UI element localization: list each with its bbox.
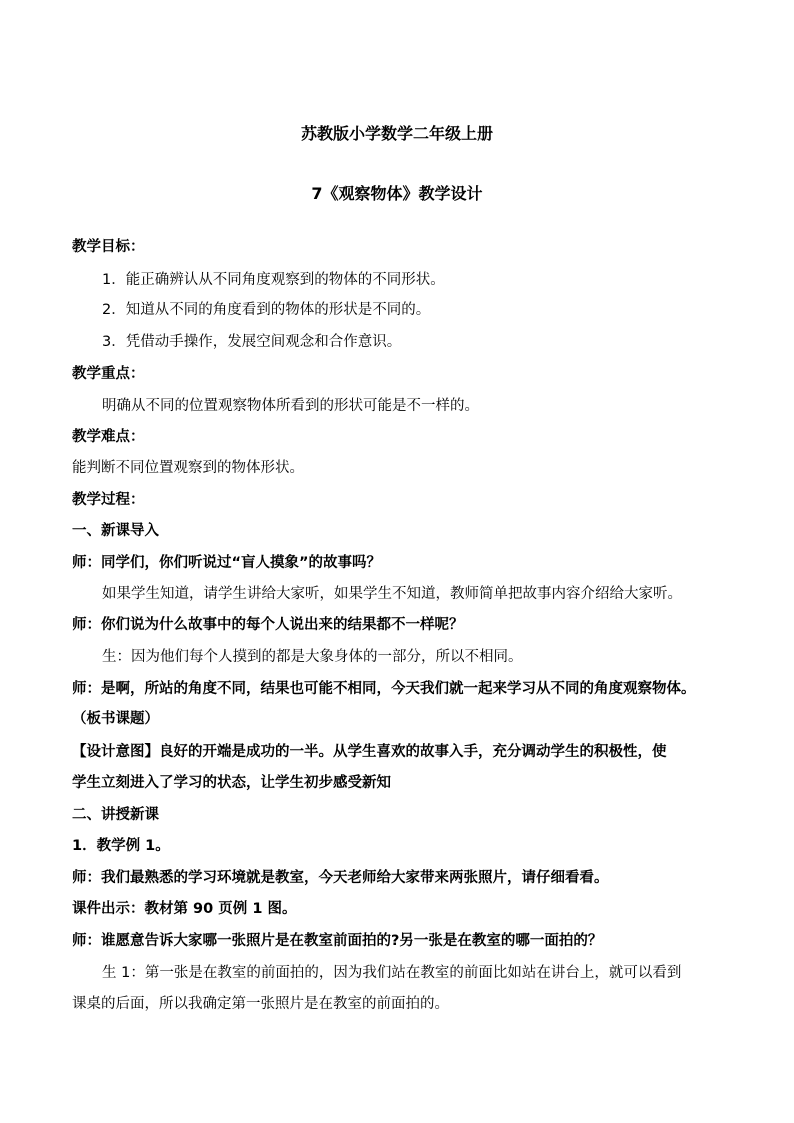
goals-heading: 教学目标：: [72, 239, 145, 255]
key-points-heading: 教学重点：: [72, 366, 145, 382]
paragraph-teacher-4: 师：我们最熟悉的学习环境就是教室，今天老师给大家带来两张照片，请仔细看看。: [72, 870, 609, 886]
paragraph-teacher-2: 师：你们说为什么故事中的每个人说出来的结果都不一样呢？: [72, 617, 464, 633]
paragraph-teacher-5: 师：谁愿意告诉大家哪一张照片是在教室前面拍的?另一张是在教室的哪一面拍的？: [72, 933, 603, 949]
paragraph-student-1: 生：因为他们每个人摸到的都是大象身体的一部分，所以不相同。: [102, 649, 523, 665]
paragraph-teacher-3: 师：是啊，所站的角度不同，结果也可能不相同，今天我们就一起来学习从不同的角度观察物体。: [72, 681, 696, 697]
difficulty-heading: 教学难点：: [72, 429, 145, 445]
section-heading-1: 一、新课导入: [72, 523, 159, 539]
paragraph-student-2-line-1: 生 1：第一张是在教室的前面拍的，因为我们站在教室的前面比如站在讲台上，就可以看到: [102, 965, 682, 981]
paragraph-note-1: 如果学生知道，请学生讲给大家听，如果学生不知道，教师简单把故事内容介绍给大家听。: [102, 586, 682, 602]
document-title: 苏教版小学数学二年级上册: [300, 124, 493, 143]
difficulty-text: 能判断不同位置观察到的物体形状。: [72, 460, 304, 476]
design-intent-line-1: 【设计意图】良好的开端是成功的一半。从学生喜欢的故事入手，充分调动学生的积极性，使: [72, 744, 667, 760]
section-heading-2: 二、讲授新课: [72, 807, 159, 823]
paragraph-board-note: （板书课题）: [72, 711, 159, 727]
key-points-text: 明确从不同的位置观察物体所看到的形状可能是不一样的。: [102, 398, 479, 414]
example-heading: 1．教学例 1。: [72, 838, 170, 854]
goal-item-2: 2．知道从不同的角度看到的物体的形状是不同的。: [102, 302, 431, 318]
design-intent-line-2: 学生立刻进入了学习的状态，让学生初步感受新知: [72, 775, 391, 791]
goal-item-1: 1．能正确辨认从不同角度观察到的物体的不同形状。: [102, 272, 445, 288]
paragraph-teacher-1: 师：同学们，你们听说过“盲人摸象”的故事吗？: [72, 555, 382, 571]
document-subtitle: 7《观察物体》教学设计: [311, 184, 483, 203]
paragraph-courseware: 课件出示：教材第 90 页例 1 图。: [72, 901, 297, 917]
goal-item-3: 3．凭借动手操作，发展空间观念和合作意识。: [102, 334, 402, 350]
process-heading: 教学过程：: [72, 492, 145, 508]
paragraph-student-2-line-2: 课桌的后面，所以我确定第一张照片是在教室的前面拍的。: [72, 996, 449, 1012]
